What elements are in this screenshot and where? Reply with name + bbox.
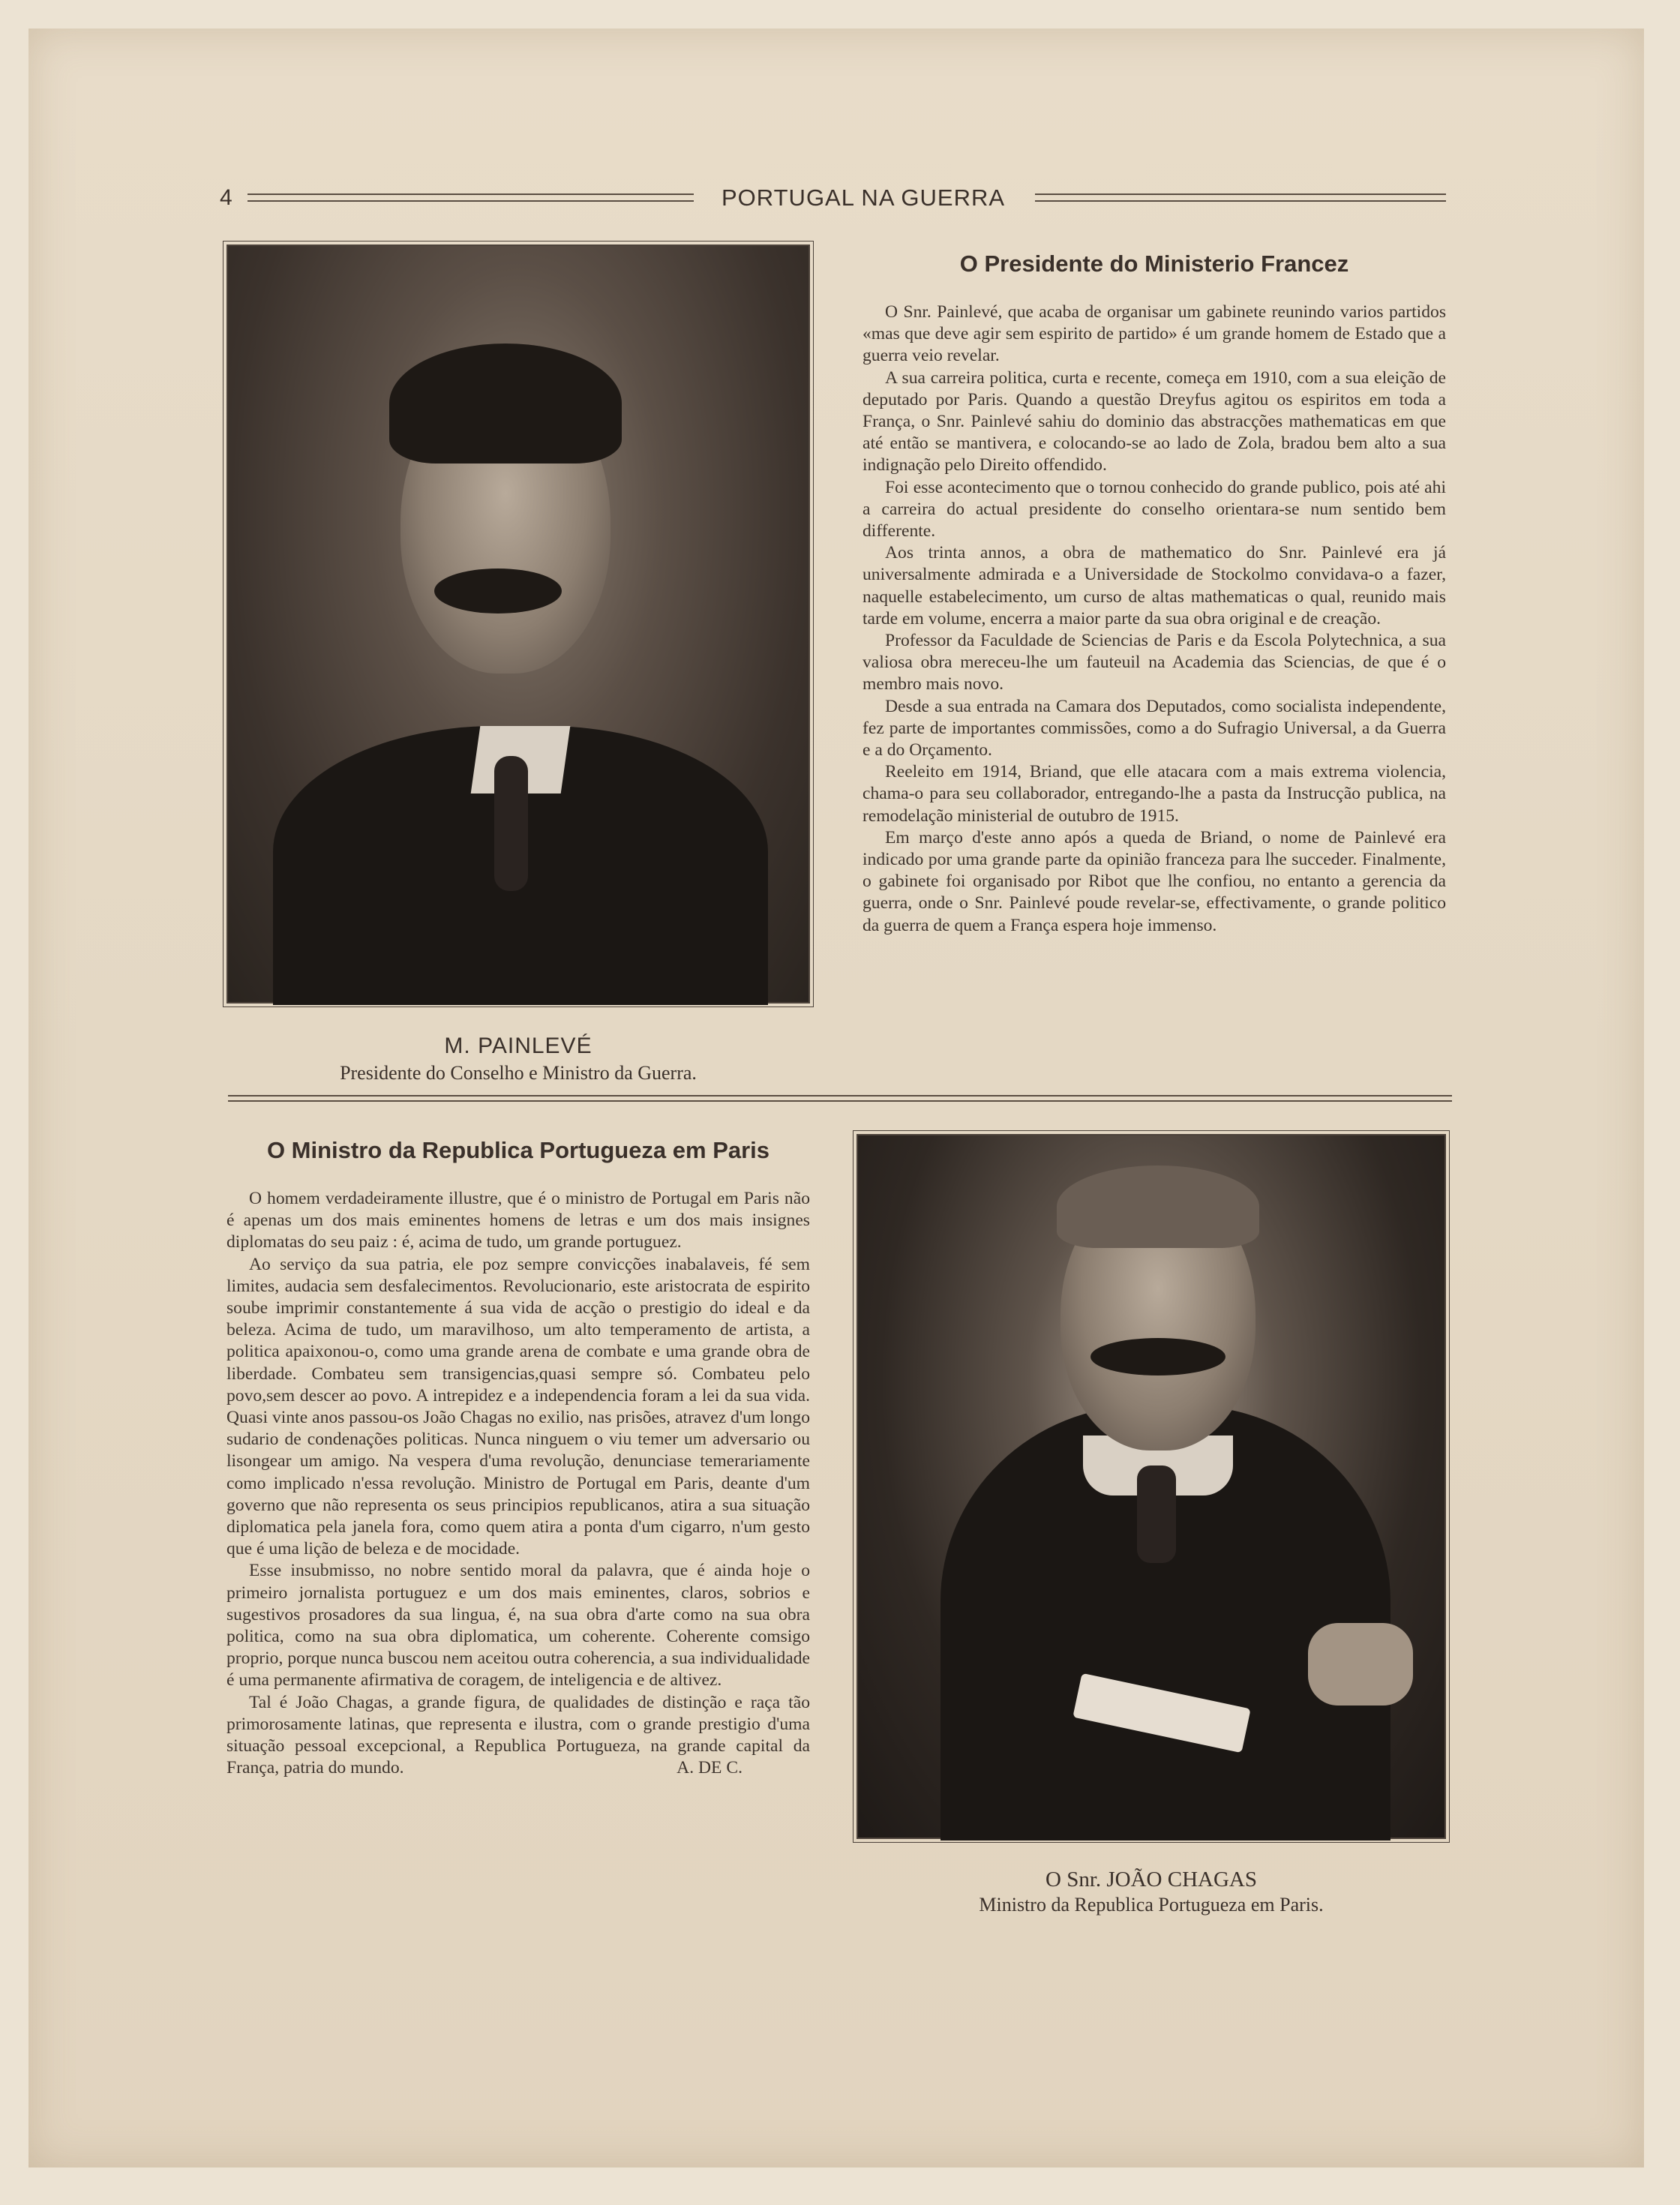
paragraph: O homem verdadeiramente illustre, que é o ministro de Portugal em Paris não é apenas um dos mais eminentes homens de letras e um dos mais insignes diplomatas do seu paiz : é, acima de tudo, um grande portuguez.: [226, 1189, 810, 1252]
paragraph: Foi esse acontecimento que o tornou conhecido do grande publico, pois até ahi a carreira do actual presidente do conselho orientara-se num sentido bem differente.: [862, 477, 1446, 542]
masthead-title: PORTUGAL NA GUERRA: [722, 184, 1006, 211]
paragraph: Esse insubmisso, no nobre sentido moral da palavra, que é ainda hoje o primeiro jornalista portuguez e um dos mais eminentes, claros, sobrios e sugestivos prosadores da sua lingua, é, na sua obra d'arte como na sua obra politica, como na sua obra diplomatica, um coherente. Coherente comsigo proprio, porque nunca buscou nem aceitou outra coherencia, a sua individualidade é uma permanente afirmativa de coragem, de inteligencia e de altivez.: [226, 1561, 810, 1690]
paragraph: Desde a sua entrada na Camara dos Deputados, como socialista independente, fez parte de importantes commissões, como a do Sufragio Universal, a da Guerra e a do Orçamento.: [862, 696, 1446, 760]
portrait-joao-chagas: [856, 1134, 1446, 1839]
article-title-painleve: O Presidente do Ministerio Francez: [959, 250, 1349, 277]
portrait-caption-role: Ministro da Republica Portugueza em Paris.: [979, 1894, 1324, 1916]
paragraph: Tal é João Chagas, a grande figura, de qualidades de distinção e raça tão primorosamente latinas, que representa e ilustra, com o grande prestigio d'uma situação pessoal excepcional, a Republica Portugueza, na grande capital da França, patria do mundo.: [226, 1692, 810, 1778]
page-number: 4: [220, 185, 232, 210]
header-rule-left: [248, 194, 694, 202]
paragraph: O Snr. Painlevé, que acaba de organisar um gabinete reunindo varios partidos «mas que deve agir sem espirito de partido» é um grande homem de Estado que a guerra veio revelar.: [862, 302, 1446, 366]
portrait-painleve: [226, 244, 810, 1004]
paragraph: Professor da Faculdade de Sciencias de Paris e da Escola Polytechnica, a sua valiosa obra mereceu-lhe um fauteuil na Academia das Sciencias, de que é o membro mais novo.: [862, 631, 1446, 694]
portrait-caption-name: M. PAINLEVÉ: [444, 1034, 592, 1058]
article-title-chagas: O Ministro da Republica Portugueza em Paris: [266, 1137, 770, 1163]
section-divider: [228, 1095, 1452, 1102]
paragraph: Reeleito em 1914, Briand, que elle atacara com a mais extrema violencia, chama-o para seu collaborador, entregando-lhe a pasta da Instrucção publica, na remodelação ministerial de outubro de 1915.: [862, 762, 1446, 826]
paragraph: A sua carreira politica, curta e recente, começa em 1910, com a sua eleição de deputado por Paris. Quando a questão Dreyfus agitou os espiritos em toda a França, o Snr. Painlevé sahiu do dominio das abstracções mathematicas em que até então se mantivera, e colocando-se ao lado de Zola, bradou bem alto a sua indignação pelo Direito offendido.: [862, 368, 1446, 476]
portrait-caption-name: O Snr. JOÃO CHAGAS: [1046, 1868, 1257, 1892]
article-body-painleve: [862, 302, 1446, 937]
article-body-chagas: [226, 1188, 810, 1780]
paragraph: Em março d'este anno após a queda de Briand, o nome de Painlevé era indicado por uma grande parte da opinião franceza para lhe succeder. Finalmente, o gabinete foi organisado por Ribot que lhe confiou, no entanto a gerencia da guerra, onde o Snr. Painlevé poude revelar-se, effectivamente, o grande politico da guerra de quem a França espera hoje immenso.: [862, 827, 1446, 935]
paragraph: Ao serviço da sua patria, ele poz sempre convicções inabalaveis, fé sem limites, audacia sem desfalecimentos. Revolucionario, este aristocrata de espirito soube imprimir constantemente á sua vida de acção o prestigio do ideal e da beleza. Acima de tudo, um maravilhoso, um alto temperamento de artista, a politica apaixonou-o, como uma grande arena de combate e uma grande obra de liberdade. Combateu sem transigencias,quasi sempre só. Combateu pelo povo,sem descer ao povo. A intrepidez e a independencia foram a lei da sua vida. Quasi vinte anos passou-os João Chagas no exilio, nas prisões, atravez d'um longo sudario de condenações politicas. Nunca ninguem o viu temer um adversario ou lisongear um amigo. Na vespera d'uma revolução, denunciase temerariamente como implicado n'essa revolução. Ministro de Portugal em Paris, deante d'um governo que não representa os seus principios republicanos, atira a sua situação diplomatica pela janela fora, como quem atira a ponta d'um cigarro, n'um gesto que é uma lição de beleza e de mocidade.: [226, 1254, 810, 1559]
portrait-caption-role: Presidente do Conselho e Ministro da Guerra.: [340, 1062, 697, 1084]
author-signature: A. DE C.: [676, 1758, 742, 1778]
paragraph: Aos trinta annos, a obra de mathematico do Snr. Painlevé era já universalmente admirada e a Universidade de Stockolmo convidava-o a fazer, naquelle estabelecimento, um curso de altas mathematicas o qual, reunido mais tarde em volume, encerra a maior parte da sua obra original e de creação.: [862, 543, 1446, 628]
header-rule-right: [1035, 194, 1446, 202]
